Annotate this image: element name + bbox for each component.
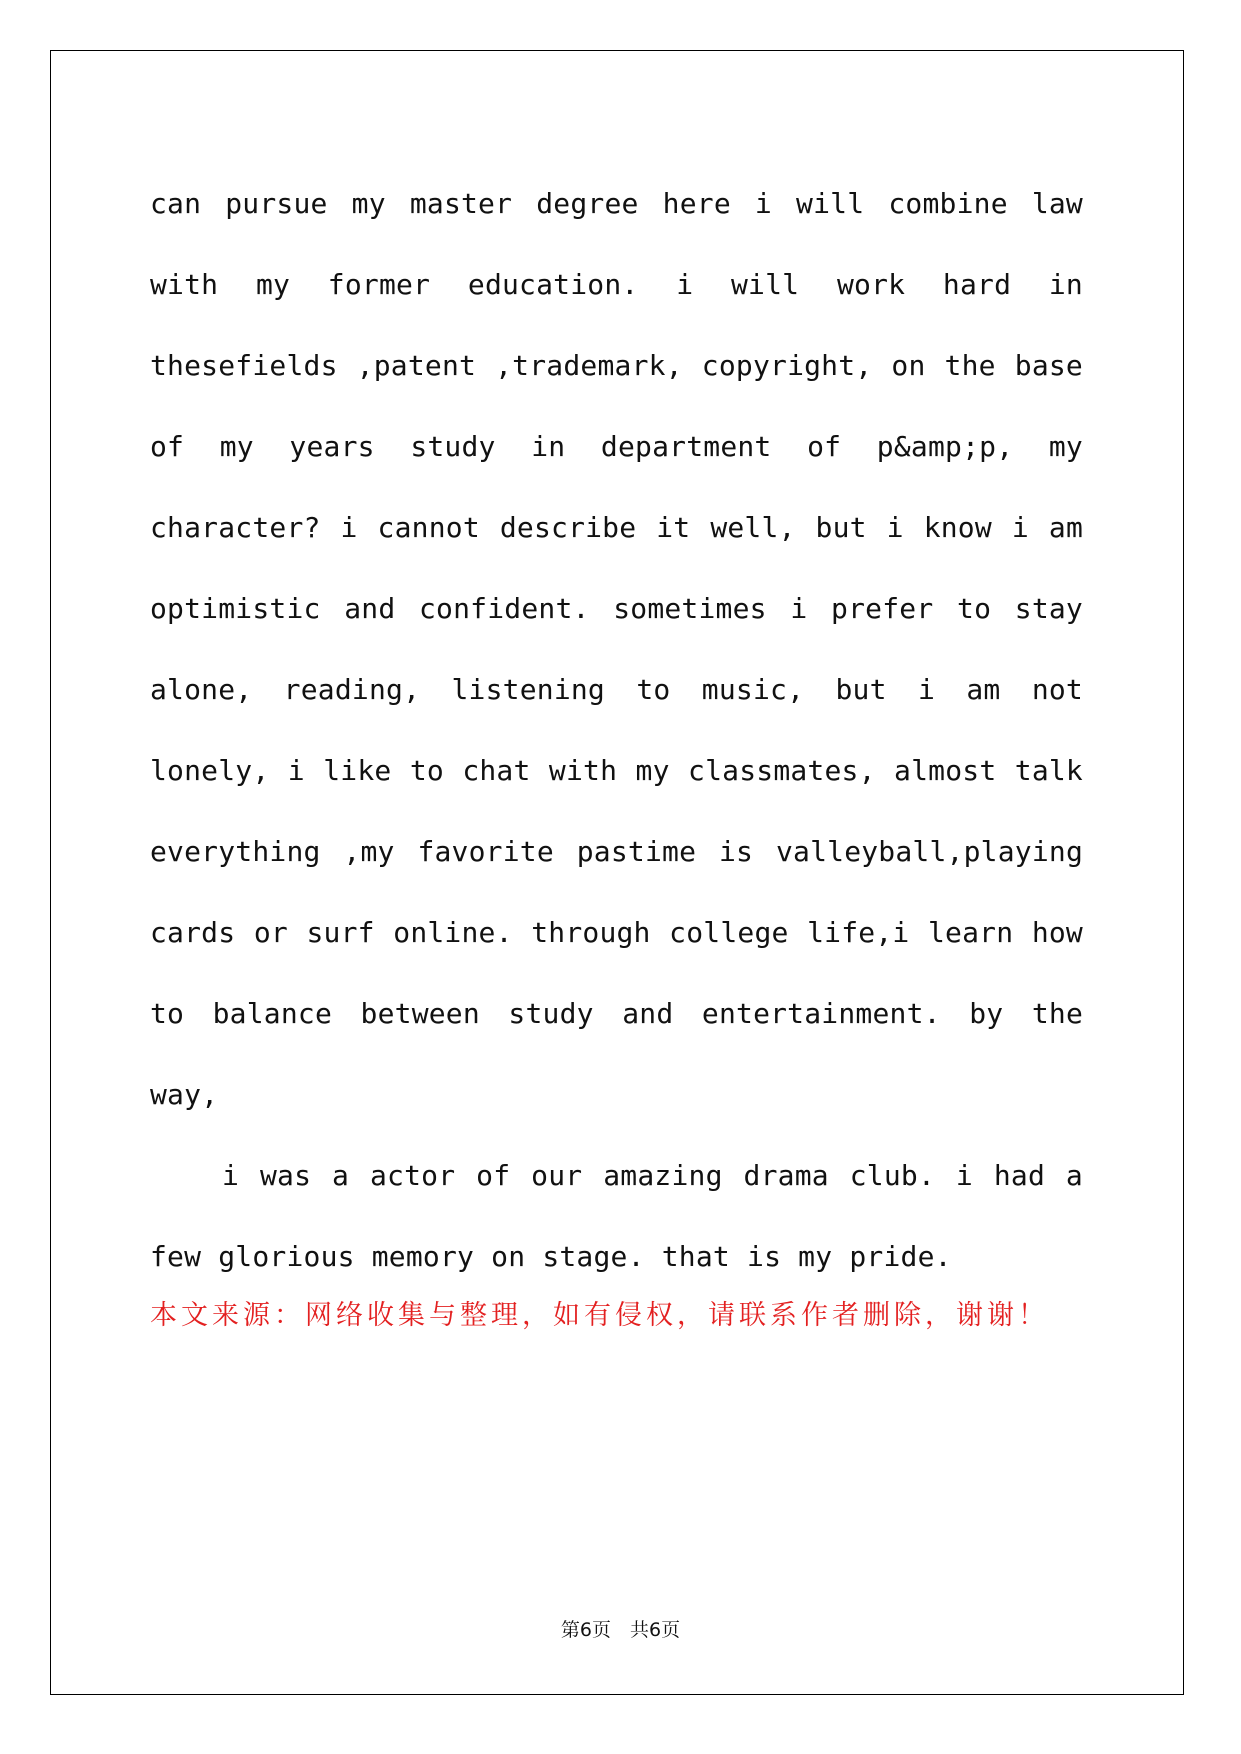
- body-paragraph: can pursue my master degree here i will combine law with my former education. i will work hard in thesefields ,patent ,trademark, copyright, on the base of my years study in department of p&amp;p, my character? i cannot describe it well, but i know i am optimistic and confident. sometimes i prefer to stay alone, reading, listening to music, but i am not lonely, i like to chat with my classmates, almost talk everything ,my favorite pastime is valleyball,playing cards or surf online. through college life,i learn how to balance between study and entertainment. by the way,: [150, 187, 1083, 1111]
- page-number-footer: 第6页 共6页: [560, 1619, 681, 1641]
- source-disclaimer: 本文来源：网络收集与整理，如有侵权，请联系作者删除，谢谢！: [150, 1300, 1049, 1331]
- body-paragraph: i was a actor of our amazing drama club. i had a few glorious memory on stage. that is my pride.: [150, 1159, 1083, 1273]
- document-body: [150, 163, 1083, 1297]
